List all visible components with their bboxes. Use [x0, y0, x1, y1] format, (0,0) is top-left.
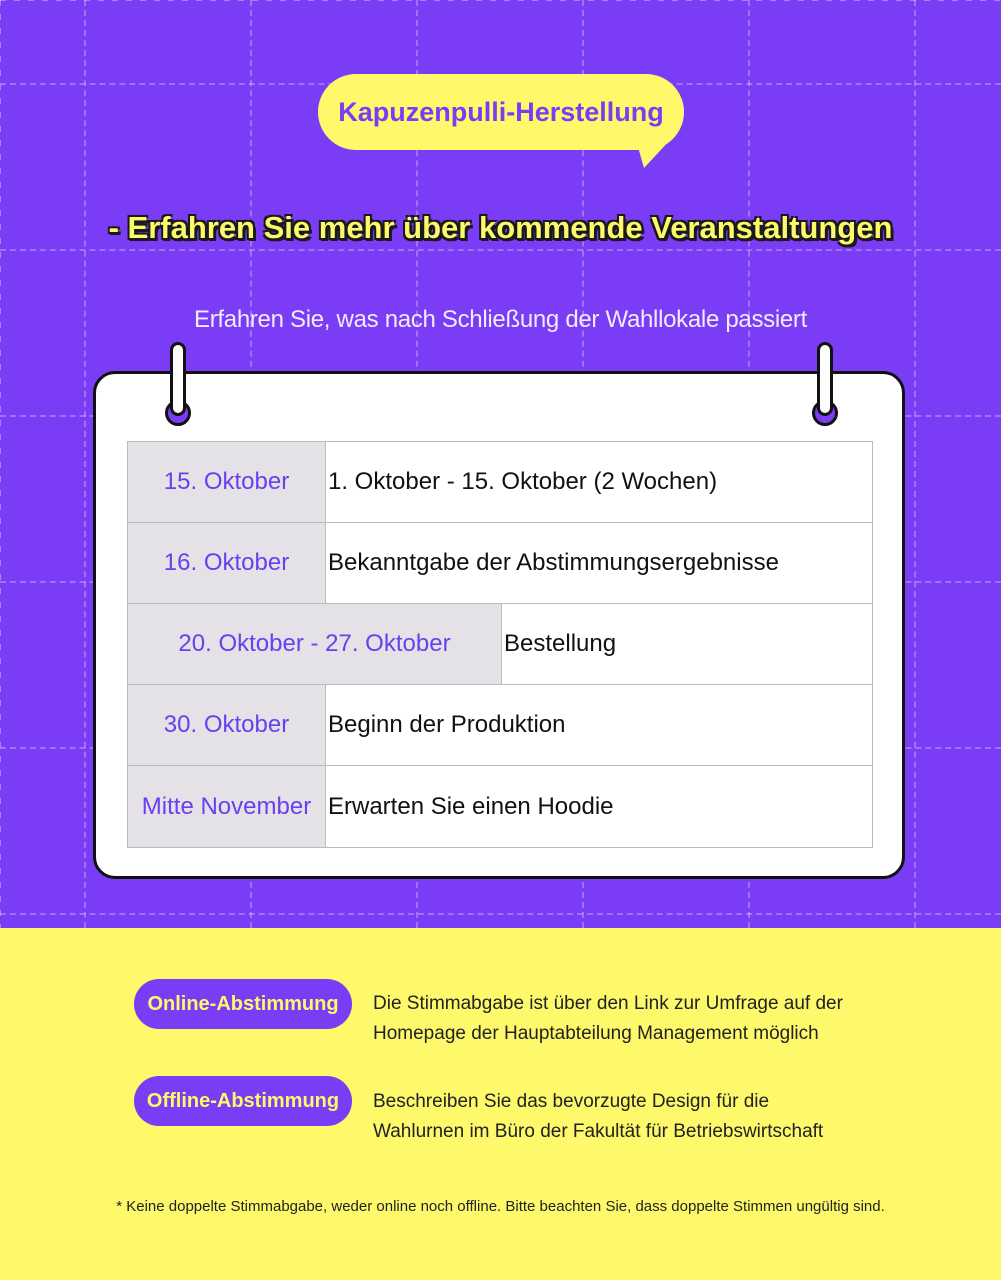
date-cell: 16. Oktober [128, 523, 326, 603]
headline: - Erfahren Sie mehr über kommende Veranstaltungen [108, 210, 893, 245]
offline-voting-description [373, 1087, 933, 1147]
title-badge [318, 74, 684, 150]
offline-voting-label: Offline-Abstimmung [146, 1089, 340, 1112]
subtitle: Erfahren Sie, was nach Schließung der Wahllokale passiert [194, 306, 807, 333]
event-cell: Bekanntgabe der Abstimmungsergebnisse [328, 549, 779, 576]
grid-line [0, 249, 1001, 251]
table-row [128, 685, 872, 766]
table-row [128, 766, 872, 847]
offline-voting-line-2: Wahlurnen im Büro der Fakultät für Betriebswirtschaft [373, 1121, 824, 1142]
footnote: * Keine doppelte Stimmabgabe, weder online noch offline. Bitte beachten Sie, dass doppelte Stimmen ungültig sind. [116, 1198, 885, 1215]
event-cell: 1. Oktober - 15. Oktober (2 Wochen) [328, 468, 718, 495]
online-voting-line-2: Homepage der Hauptabteilung Management möglich [373, 1023, 819, 1044]
online-voting-line-1: Die Stimmabgabe ist über den Link zur Umfrage auf der [373, 993, 843, 1014]
date-cell: 20. Oktober - 27. Oktober [128, 604, 502, 684]
date-cell: 30. Oktober [128, 685, 326, 765]
offline-voting-badge [134, 1076, 352, 1126]
online-voting-description [373, 989, 933, 1049]
calendar-ring-icon [170, 342, 186, 416]
table-row [128, 604, 872, 685]
grid-line [914, 0, 916, 928]
online-voting-badge [134, 979, 352, 1029]
event-cell: Beginn der Produktion [328, 711, 566, 738]
grid-line [84, 0, 86, 928]
date-cell: 15. Oktober [128, 442, 326, 522]
speech-bubble-tail [636, 140, 670, 168]
grid-line [0, 913, 1001, 915]
calendar-ring-icon [817, 342, 833, 416]
online-voting-label: Online-Abstimmung [147, 992, 339, 1015]
schedule-table [127, 441, 873, 848]
title-badge-text: Kapuzenpulli-Herstellung [338, 96, 664, 127]
offline-voting-line-1: Beschreiben Sie das bevorzugte Design für die [373, 1091, 770, 1112]
event-cell: Bestellung [504, 630, 617, 657]
event-cell: Erwarten Sie einen Hoodie [328, 792, 614, 820]
table-row [128, 523, 872, 604]
table-row [128, 442, 872, 523]
date-cell: Mitte November [128, 766, 326, 847]
